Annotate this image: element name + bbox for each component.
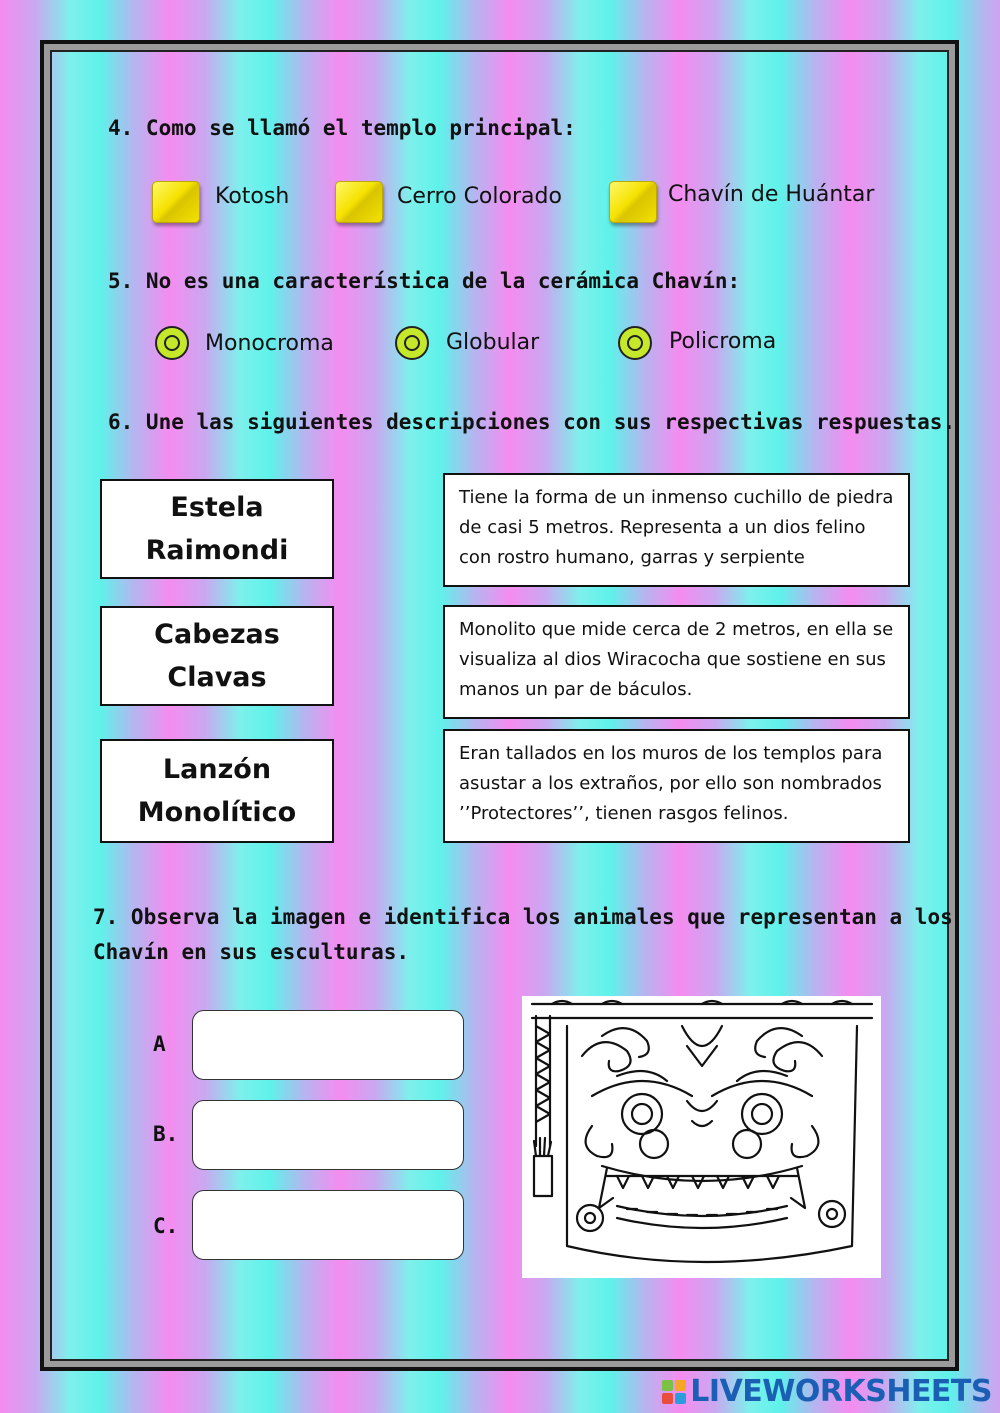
checkbox-cerro-colorado[interactable] <box>335 181 383 223</box>
checkbox-chavin-de-huantar[interactable] <box>609 181 657 223</box>
answer-input-b[interactable] <box>192 1100 464 1170</box>
radio-monocroma[interactable] <box>155 326 189 360</box>
option-cerro-colorado-label: Cerro Colorado <box>397 184 562 209</box>
question-6-prompt: 6. Une las siguientes descripciones con sus respectivas respuestas. <box>108 410 956 434</box>
chavin-sculpture-image <box>522 996 881 1278</box>
answer-label-c: C. <box>153 1214 179 1238</box>
liveworksheets-watermark <box>662 1374 992 1409</box>
match-description-1[interactable]: Tiene la forma de un inmenso cuchillo de piedra de casi 5 metros. Representa a un dios felino con rostro humano, garras y serpiente <box>443 473 910 587</box>
match-description-2[interactable]: Monolito que mide cerca de 2 metros, en ella se visualiza al dios Wiracocha que sostiene en sus manos un par de báculos. <box>443 605 910 719</box>
answer-input-a[interactable] <box>192 1010 464 1080</box>
radio-policroma[interactable] <box>618 326 652 360</box>
match-term-cabezas-clavas[interactable]: Cabezas Clavas <box>100 606 334 706</box>
option-monocroma-label: Monocroma <box>205 331 334 356</box>
question-4-prompt: 4. Como se llamó el templo principal: <box>108 116 576 140</box>
answer-label-b: B. <box>153 1122 179 1146</box>
option-policroma-label: Policroma <box>669 329 777 354</box>
answer-input-c[interactable] <box>192 1190 464 1260</box>
option-globular-label: Globular <box>446 330 540 355</box>
match-term-lanzon-monolitico[interactable]: Lanzón Monolítico <box>100 739 334 843</box>
option-kotosh-label: Kotosh <box>215 184 290 209</box>
liveworksheets-logo-icon <box>662 1380 686 1404</box>
watermark-text: LIVEWORKSHEETS <box>690 1374 992 1409</box>
radio-globular[interactable] <box>395 326 429 360</box>
option-chavin-de-huantar-label: Chavín de Huántar <box>668 182 875 207</box>
match-description-3[interactable]: Eran tallados en los muros de los templos para asustar a los extraños, por ello son nombrados ’’Protectores’’, tienen rasgos felinos. <box>443 729 910 843</box>
checkbox-kotosh[interactable] <box>152 181 200 223</box>
question-7-prompt-line-1: 7. Observa la imagen e identifica los animales que representan a los <box>93 905 953 929</box>
answer-label-a: A <box>153 1032 166 1056</box>
question-7-prompt-line-2: Chavín en sus esculturas. <box>93 940 410 964</box>
question-5-prompt: 5. No es una característica de la cerámica Chavín: <box>108 269 741 293</box>
match-term-estela-raimondi[interactable]: Estela Raimondi <box>100 479 334 579</box>
